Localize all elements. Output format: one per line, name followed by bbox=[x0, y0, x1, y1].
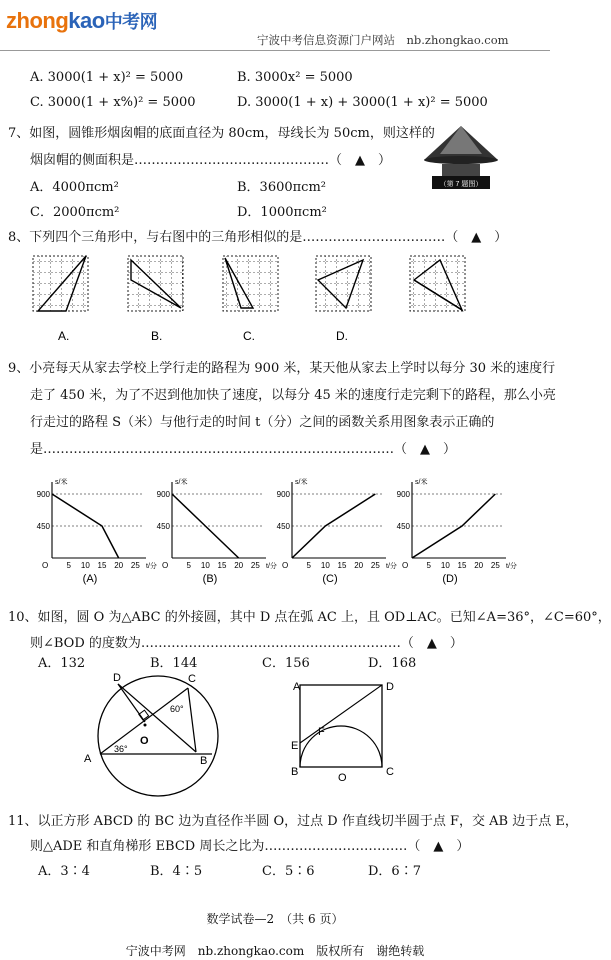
logo-part-kao: kao bbox=[68, 8, 105, 33]
x-tick-label: 5 bbox=[66, 561, 71, 570]
q9-graphs bbox=[28, 468, 528, 583]
y-unit-label: s/米 bbox=[55, 479, 68, 486]
logo-part-cn: 中考网 bbox=[104, 12, 158, 32]
q11-line-1: 11、以正方形 ABCD 的 BC 边为直径作半圆 O，过点 D 作直线切半圆于点 F，交 AB 边于点 E， bbox=[8, 814, 578, 829]
x-tick-label: 25 bbox=[130, 561, 140, 570]
origin-label: O bbox=[162, 561, 169, 570]
y-unit-label: s/米 bbox=[415, 479, 428, 486]
x-tick-label: 25 bbox=[370, 561, 380, 570]
q9-line-1: 9、小亮每天从家去学校上学行走的路程为 900 米，某天他从家去上学时以每分 30 米的速度行 bbox=[8, 361, 556, 376]
y-tick-label: 900 bbox=[156, 490, 170, 499]
label-d: D bbox=[113, 672, 121, 684]
q6-option-c: C. 3000(1 + x%)² = 5000 bbox=[30, 95, 196, 110]
reference-triangle bbox=[410, 256, 465, 311]
q9-line-4: 是………………………………………………………………………（ ▲ ） bbox=[30, 442, 456, 457]
label-o: O bbox=[140, 735, 149, 747]
label-a: A. bbox=[58, 329, 70, 343]
q9-line-2: 走了 450 米，为了不迟到他加快了速度，以每分 45 米的速度行走完剩下的路程，那么小亮 bbox=[30, 388, 556, 403]
label-c: C bbox=[188, 673, 196, 685]
q11-square-figure bbox=[288, 675, 418, 795]
q11-line-2: 则△ADE 和直角梯形 EBCD 周长之比为……………………………（ ▲ ） bbox=[30, 839, 470, 854]
origin-label: O bbox=[402, 561, 409, 570]
label-a: A bbox=[293, 681, 301, 693]
q7-option-a: A．4000πcm² bbox=[30, 180, 119, 195]
q7-line-1: 7、如图，圆锥形烟囱帽的底面直径为 80cm，母线长为 50cm，则这样的 bbox=[8, 126, 435, 141]
triangle-option-c bbox=[223, 256, 278, 311]
header-divider bbox=[0, 50, 550, 51]
y-unit-label: s/米 bbox=[175, 479, 188, 486]
q7-line-2: 烟囱帽的侧面积是………………………………………（ ▲ ） bbox=[30, 153, 391, 168]
q8-text: 8、下列四个三角形中，与右图中的三角形相似的是……………………………（ ▲ ） bbox=[8, 230, 508, 245]
x-tick-label: 5 bbox=[306, 561, 311, 570]
origin-label: O bbox=[282, 561, 289, 570]
x-unit-label: t/分 bbox=[266, 563, 277, 570]
label-b: B. bbox=[151, 329, 163, 343]
q6-option-b: B. 3000x² = 5000 bbox=[237, 70, 353, 85]
x-tick-label: 15 bbox=[97, 561, 107, 570]
q10-option-a: A．132 bbox=[38, 656, 86, 671]
label-f: F bbox=[318, 726, 325, 738]
chimney-cap-figure bbox=[420, 124, 502, 196]
site-logo bbox=[6, 8, 157, 34]
x-tick-label: 15 bbox=[457, 561, 467, 570]
label-o: O bbox=[338, 772, 347, 784]
graph-a bbox=[37, 477, 157, 585]
x-tick-label: 20 bbox=[114, 561, 124, 570]
angle-c-label: 60° bbox=[170, 704, 184, 714]
graph-label: (C) bbox=[322, 573, 338, 585]
graph-d bbox=[397, 477, 517, 585]
x-tick-label: 25 bbox=[490, 561, 500, 570]
q7-option-b: B．3600πcm² bbox=[237, 180, 327, 195]
y-tick-label: 900 bbox=[276, 490, 290, 499]
label-d: D bbox=[386, 681, 394, 693]
graph-label: (D) bbox=[442, 573, 458, 585]
x-tick-label: 15 bbox=[337, 561, 347, 570]
x-tick-label: 20 bbox=[354, 561, 364, 570]
q10-option-c: C．156 bbox=[262, 656, 310, 671]
x-tick-label: 15 bbox=[217, 561, 227, 570]
graph-label: (B) bbox=[202, 573, 218, 585]
q9-line-3: 行走过的路程 S（米）与他行走的时间 t（分）之间的函数关系用图象表示正确的 bbox=[30, 415, 495, 430]
angle-a-label: 36° bbox=[114, 744, 128, 754]
label-d: D. bbox=[336, 329, 348, 343]
site-description: 宁波中考信息资源门户网站 nb.zhongkao.com bbox=[257, 33, 509, 47]
x-tick-label: 5 bbox=[186, 561, 191, 570]
triangle-option-a bbox=[33, 256, 88, 311]
chimney-pipe bbox=[442, 164, 480, 176]
q10-line-2: 则∠BOD 的度数为……………………………………………………（ ▲ ） bbox=[30, 636, 463, 651]
copyright-notice: 宁波中考网 nb.zhongkao.com 版权所有 谢绝转载 bbox=[125, 944, 425, 958]
q6-option-a: A. 3000(1 + x)² = 5000 bbox=[30, 70, 184, 85]
triangle-option-d bbox=[316, 256, 371, 311]
label-c: C. bbox=[243, 329, 255, 343]
q10-option-d: D．168 bbox=[368, 656, 417, 671]
x-tick-label: 20 bbox=[474, 561, 484, 570]
q7-option-c: C．2000πcm² bbox=[30, 205, 120, 220]
logo-part-zhong: zhong bbox=[6, 8, 69, 33]
page-number: 数学试卷—2 （共 6 页） bbox=[206, 912, 344, 926]
label-b: B bbox=[291, 766, 299, 778]
q6-option-d: D. 3000(1 + x) + 3000(1 + x)² = 5000 bbox=[237, 95, 488, 110]
y-tick-label: 450 bbox=[36, 522, 50, 531]
y-tick-label: 900 bbox=[36, 490, 50, 499]
cone-rim bbox=[424, 156, 498, 164]
y-tick-label: 450 bbox=[276, 522, 290, 531]
x-tick-label: 5 bbox=[426, 561, 431, 570]
q11-option-b: B．4∶5 bbox=[150, 864, 203, 879]
graph-c bbox=[277, 477, 397, 585]
graph-b bbox=[157, 477, 277, 585]
q10-line-1: 10、如图，圆 O 为△ABC 的外接圆，其中 D 点在弧 AC 上，且 OD⊥AC。已知∠A=36°，∠C=60°， bbox=[8, 610, 611, 625]
x-unit-label: t/分 bbox=[386, 563, 397, 570]
q11-option-a: A．3∶4 bbox=[38, 864, 90, 879]
y-tick-label: 450 bbox=[396, 522, 410, 531]
x-unit-label: t/分 bbox=[146, 563, 157, 570]
label-b: B bbox=[200, 755, 208, 767]
x-tick-label: 25 bbox=[250, 561, 260, 570]
triangle-option-b bbox=[128, 256, 183, 311]
origin-label: O bbox=[42, 561, 49, 570]
x-tick-label: 10 bbox=[440, 561, 450, 570]
q7-option-d: D．1000πcm² bbox=[237, 205, 327, 220]
label-e: E bbox=[291, 740, 299, 752]
label-c: C bbox=[386, 766, 394, 778]
y-tick-label: 900 bbox=[396, 490, 410, 499]
x-tick-label: 10 bbox=[320, 561, 330, 570]
q10-option-b: B．144 bbox=[150, 656, 198, 671]
x-unit-label: t/分 bbox=[506, 563, 517, 570]
fig7-caption: （第 7 题图） bbox=[439, 181, 483, 188]
y-unit-label: s/米 bbox=[295, 479, 308, 486]
x-tick-label: 10 bbox=[200, 561, 210, 570]
label-a: A bbox=[84, 753, 92, 765]
q10-circle-figure bbox=[80, 670, 230, 800]
y-tick-label: 450 bbox=[156, 522, 170, 531]
graph-label: (A) bbox=[82, 573, 98, 585]
q11-option-d: D．6∶7 bbox=[368, 864, 421, 879]
x-tick-label: 20 bbox=[234, 561, 244, 570]
x-tick-label: 10 bbox=[80, 561, 90, 570]
q11-option-c: C．5∶6 bbox=[262, 864, 315, 879]
q8-triangles-figure bbox=[28, 250, 508, 350]
